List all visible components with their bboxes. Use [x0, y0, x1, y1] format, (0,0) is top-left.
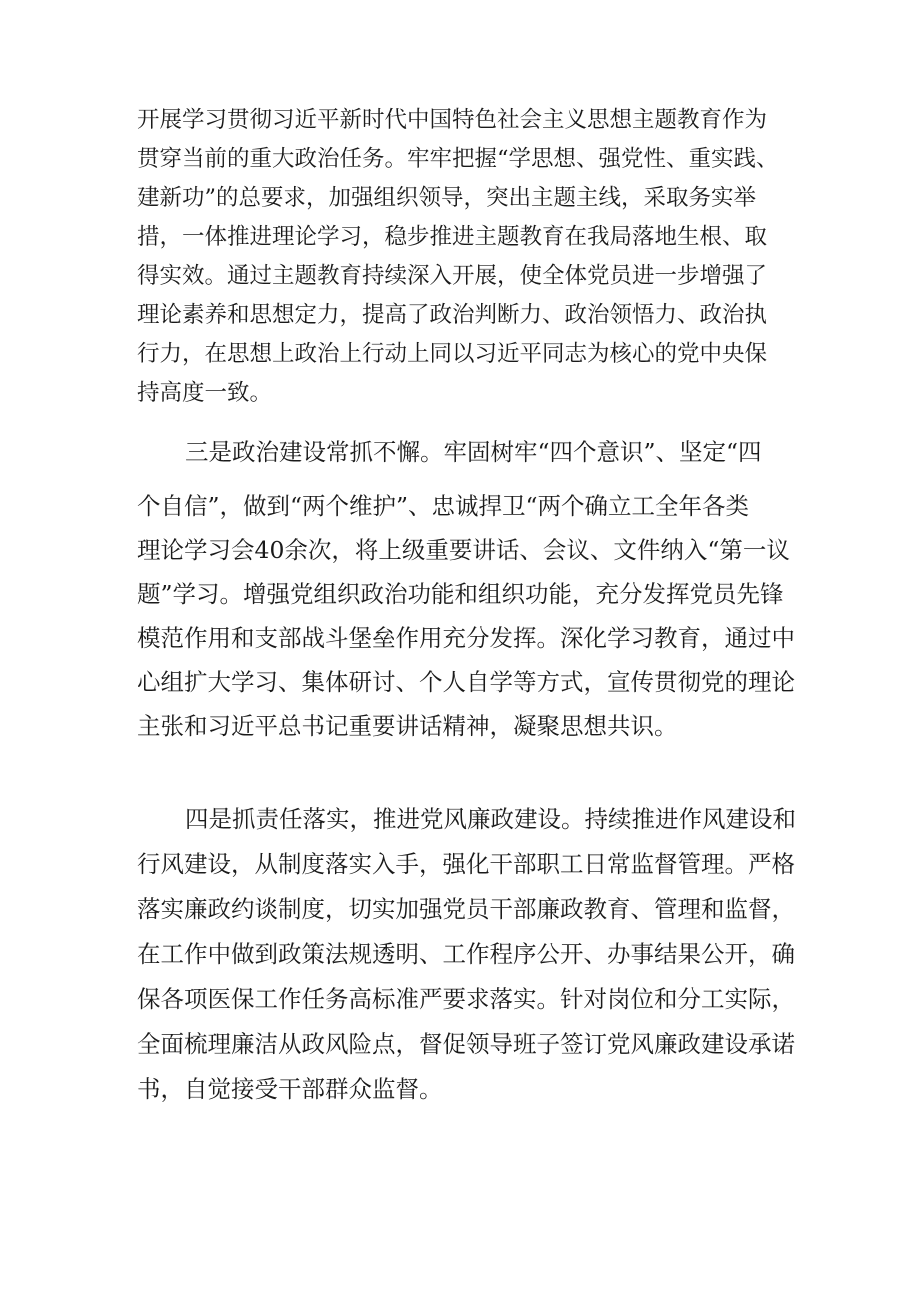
paragraph-line: 主张和习近平总书记重要讲话精神，凝聚思想共识。: [137, 712, 678, 740]
paragraph-line: 模范作用和支部战斗堡垒作用充分发挥。深化学习教育，通过中: [137, 624, 795, 652]
paragraph-line: 心组扩大学习、集体研讨、个人自学等方式，宣传贯彻党的理论: [137, 668, 795, 696]
paragraph-first-line: 四是抓责任落实，推进党风廉政建设。持续推进作风建设和: [185, 805, 796, 833]
paragraph-line: 措，一体推进理论学习，稳步推进主题教育在我局落地生根、取: [137, 224, 768, 250]
paragraph-line: 理论学习会40余次，将上级重要讲话、会议、文件纳入“第一议: [137, 536, 790, 564]
paragraph-line: 落实廉政约谈制度，切实加强党员干部廉政教育、管理和监督，: [137, 895, 795, 923]
paragraph-first-line: 三是政治建设常抓不懈。牢固树牢“四个意识”、坚定“四: [185, 438, 762, 466]
paragraph-line: 题”学习。增强党组织政治功能和组织功能，充分发挥党员先锋: [137, 580, 784, 608]
paragraph-line: 开展学习贯彻习近平新时代中国特色社会主义思想主题教育作为: [137, 107, 768, 133]
paragraph-line: 持高度一致。: [137, 380, 273, 406]
paragraph-line: 全面梳理廉洁从政风险点，督促领导班子签订党风廉政建设承诺: [137, 1030, 795, 1058]
paragraph-line: 理论素养和思想定力，提高了政治判断力、政治领悟力、政治执: [137, 302, 768, 328]
paragraph-line: 在工作中做到政策法规透明、工作程序公开、办事结果公开，确: [137, 940, 795, 968]
paragraph-line: 行力，在思想上政治上行动上同以习近平同志为核心的党中央保: [137, 341, 768, 367]
paragraph-line: 得实效。通过主题教育持续深入开展，使全体党员进一步增强了: [137, 263, 768, 289]
paragraph-line: 贯穿当前的重大政治任务。牢牢把握“学思想、强党性、重实践、: [137, 146, 779, 172]
paragraph-line: 保各项医保工作任务高标准严要求落实。针对岗位和分工实际，: [137, 985, 795, 1013]
paragraph-line: 书，自觉接受干部群众监督。: [137, 1075, 443, 1103]
paragraph-line: 个自信”，做到“两个维护”、忠诚捍卫“两个确立工全年各类: [137, 492, 750, 520]
paragraph-line: 行风建设，从制度落实入手，强化干部职工日常监督管理。严格: [137, 850, 795, 878]
paragraph-line: 建新功”的总要求，加强组织领导，突出主题主线，采取务实举: [137, 185, 757, 211]
